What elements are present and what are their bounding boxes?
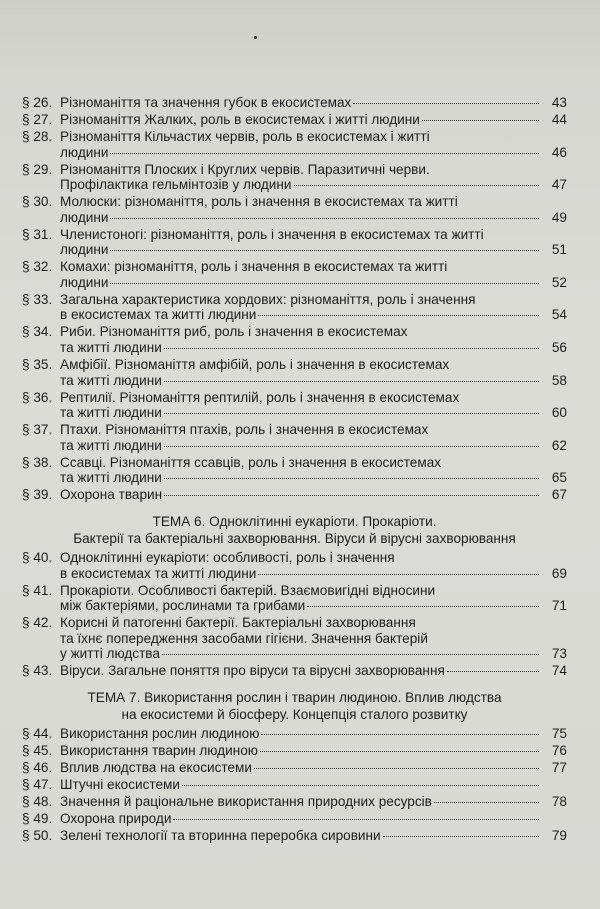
entry-line	[60, 259, 567, 275]
leader-dots	[294, 185, 539, 186]
entry-title: Різноманіття Кільчастих червів, роль в екосистемах і житті	[60, 128, 430, 144]
entry-line	[60, 828, 567, 844]
entry-title: Риби. Різноманіття риб, роль і значення в екосистемах	[60, 324, 408, 340]
entry-body	[60, 129, 567, 160]
toc-entry	[22, 615, 567, 662]
toc-entry	[22, 663, 567, 679]
entry-line	[60, 583, 567, 599]
entry-body	[60, 550, 567, 581]
leader-dots	[254, 768, 539, 769]
entry-line	[60, 145, 567, 161]
section-number: § 33.	[22, 291, 53, 307]
entry-line	[60, 422, 567, 438]
entry-body	[60, 292, 567, 323]
page-number: 67	[551, 487, 567, 503]
toc-entry	[22, 112, 567, 128]
leader-dots	[164, 413, 539, 414]
entry-line	[60, 210, 567, 226]
toc-entry	[22, 162, 567, 193]
leader-dots	[260, 751, 539, 752]
toc-group-3	[22, 726, 567, 844]
section-number: § 26.	[22, 95, 53, 110]
entry-line	[60, 438, 567, 454]
toc-entry	[22, 422, 567, 453]
entry-body	[60, 455, 567, 486]
toc-entry	[22, 292, 567, 323]
toc-entry	[22, 357, 567, 388]
entry-line	[60, 566, 567, 582]
entry-line	[60, 663, 567, 679]
page-number: 56	[551, 340, 567, 356]
entry-title: Корисні й патогенні бактерії. Бактеріальні захворювання	[60, 615, 416, 631]
entry-line	[60, 292, 567, 308]
page-number: 43	[551, 95, 567, 110]
entry-title: та житті людини	[60, 470, 162, 486]
leader-dots	[182, 785, 539, 786]
toc-entry	[22, 95, 567, 111]
toc-entry	[22, 811, 567, 827]
entry-line	[60, 390, 567, 406]
page-number: 65	[551, 470, 567, 486]
entry-body	[60, 112, 567, 128]
entry-body	[60, 583, 567, 614]
entry-line	[60, 550, 567, 566]
entry-line	[60, 324, 567, 340]
entry-line	[60, 95, 567, 111]
section-number: § 35.	[22, 357, 53, 373]
entry-line	[60, 726, 567, 742]
entry-title: Використання рослин людиною	[60, 725, 260, 741]
entry-line	[60, 470, 567, 486]
entry-body	[60, 743, 567, 759]
entry-body	[60, 794, 567, 810]
topic-6-line: ТЕМА 6. Одноклітинні еукаріоти. Прокаріоти.	[152, 513, 437, 529]
entry-body	[60, 663, 567, 679]
entry-line	[60, 811, 567, 827]
section-number: § 28.	[22, 128, 53, 144]
entry-body	[60, 726, 567, 742]
leader-dots	[353, 103, 539, 104]
entry-line	[60, 194, 567, 210]
leader-dots	[162, 654, 539, 655]
page-number: 73	[551, 646, 567, 662]
section-number: § 48.	[22, 793, 53, 809]
toc-entry	[22, 259, 567, 290]
leader-dots	[422, 120, 539, 121]
entry-line	[60, 112, 567, 128]
leader-dots	[261, 734, 539, 735]
leader-dots	[173, 819, 539, 820]
section-number: § 42.	[22, 615, 53, 631]
toc-entry	[22, 390, 567, 421]
page-number: 46	[551, 144, 567, 160]
entry-body	[60, 259, 567, 290]
entry-body	[60, 760, 567, 776]
entry-title: Комахи: різноманіття, роль і значення в екосистемах та житті	[60, 259, 448, 275]
entry-line	[60, 162, 567, 178]
entry-line	[60, 340, 567, 356]
toc-group-1	[22, 95, 567, 503]
entry-body	[60, 828, 567, 844]
section-number: § 40.	[22, 549, 53, 565]
toc-entry	[22, 487, 567, 503]
entry-title: Використання тварин людиною	[60, 742, 258, 758]
page-number: 71	[551, 598, 567, 614]
page-number: 54	[551, 307, 567, 323]
entry-line	[60, 129, 567, 145]
entry-title: Молюски: різноманіття, роль і значення в екосистемах та житті	[60, 194, 458, 210]
entry-title: Різноманіття Жалких, роль в екосистемах і житті людини	[60, 111, 420, 127]
entry-title: Різноманіття та значення губок в екосистемах	[60, 95, 352, 110]
table-of-contents	[22, 95, 567, 845]
section-number: § 39.	[22, 487, 53, 503]
section-number: § 47.	[22, 776, 53, 792]
topic-6-line: Бактерії та бактеріальні захворювання. Віруси й вірусні захворювання	[73, 530, 516, 546]
leader-dots	[110, 153, 539, 154]
section-number: § 46.	[22, 759, 53, 775]
section-number: § 34.	[22, 324, 53, 340]
entry-body	[60, 162, 567, 193]
section-number: § 49.	[22, 810, 53, 826]
entry-title: між бактеріями, рослинами та грибами	[60, 598, 306, 614]
leader-dots	[164, 446, 539, 447]
page-number: 69	[551, 565, 567, 581]
section-number: § 43.	[22, 663, 53, 679]
toc-entry	[22, 760, 567, 776]
page-number: 58	[551, 372, 567, 388]
entry-title: Зелені технології та вторинна переробка сировини	[60, 827, 381, 843]
entry-line	[60, 227, 567, 243]
toc-entry	[22, 194, 567, 225]
entry-line	[60, 357, 567, 373]
entry-title: Членистоногі: різноманіття, роль і значення в екосистемах та житті	[60, 226, 484, 242]
entry-title: та житті людини	[60, 437, 162, 453]
entry-line	[60, 275, 567, 291]
entry-body	[60, 95, 567, 111]
toc-entry	[22, 455, 567, 486]
section-number: § 37.	[22, 422, 53, 438]
entry-line	[60, 631, 567, 647]
entry-line	[60, 373, 567, 389]
section-number: § 32.	[22, 259, 53, 275]
page-number: 77	[551, 759, 567, 775]
entry-body	[60, 390, 567, 421]
entry-title: Охорона тварин	[60, 487, 163, 503]
entry-title: в екосистемах та житті людини	[60, 307, 257, 323]
entry-line	[60, 760, 567, 776]
leader-dots	[110, 218, 539, 219]
entry-title: Рептилії. Різноманіття рептилій, роль і значення в екосистемах	[60, 389, 460, 405]
section-number: § 44.	[22, 725, 53, 741]
entry-line	[60, 646, 567, 662]
toc-entry	[22, 550, 567, 581]
entry-title: та житті людини	[60, 340, 162, 356]
toc-entry	[22, 324, 567, 355]
page-number: 60	[551, 405, 567, 421]
entry-title: у житті людства	[60, 646, 160, 662]
topic-7-line: ТЕМА 7. Використання рослин і тварин людиною. Вплив людства	[87, 689, 502, 705]
topic-7-heading	[22, 689, 567, 723]
toc-entry	[22, 583, 567, 614]
page-mark	[254, 36, 257, 39]
page-number: 79	[551, 827, 567, 843]
entry-title: Одноклітинні еукаріоти: особливості, роль і значення	[60, 549, 395, 565]
entry-title: людини	[60, 209, 109, 225]
page-number: 44	[551, 111, 567, 127]
leader-dots	[164, 381, 539, 382]
entry-title: Загальна характеристика хордових: різноманіття, роль і значення	[60, 291, 476, 307]
entry-title: людини	[60, 144, 109, 160]
section-number: § 31.	[22, 226, 53, 242]
entry-line	[60, 598, 567, 614]
entry-body	[60, 777, 567, 793]
entry-title: Віруси. Загальне поняття про віруси та вірусні захворювання	[60, 663, 445, 679]
entry-title: Охорона природи	[60, 810, 172, 826]
section-number: § 29.	[22, 161, 53, 177]
page-number: 75	[551, 725, 567, 741]
page-number: 51	[551, 242, 567, 258]
toc-group-2	[22, 550, 567, 679]
entry-body	[60, 324, 567, 355]
entry-line	[60, 177, 567, 193]
entry-body	[60, 811, 567, 827]
entry-title: в екосистемах та житті людини	[60, 565, 257, 581]
page-number: 47	[551, 177, 567, 193]
leader-dots	[110, 283, 539, 284]
entry-body	[60, 615, 567, 662]
toc-entry	[22, 828, 567, 844]
topic-6-heading	[22, 513, 567, 547]
entry-title: Профілактика гельмінтозів у людини	[60, 177, 292, 193]
entry-line	[60, 455, 567, 471]
leader-dots	[164, 348, 539, 349]
entry-line	[60, 405, 567, 421]
leader-dots	[258, 574, 539, 575]
entry-body	[60, 487, 567, 503]
toc-entry	[22, 129, 567, 160]
toc-entry	[22, 794, 567, 810]
entry-line	[60, 615, 567, 631]
entry-title: Значення й раціональне використання природних ресурсів	[60, 793, 432, 809]
topic-7-line: на екосистеми й біосферу. Концепція сталого розвитку	[121, 706, 468, 722]
section-number: § 41.	[22, 582, 53, 598]
toc-entry	[22, 726, 567, 742]
leader-dots	[164, 495, 539, 496]
entry-title: людини	[60, 242, 109, 258]
entry-title: людини	[60, 274, 109, 290]
page-number: 76	[551, 742, 567, 758]
entry-title: та їхнє попередження засобами гігієни. Значення бактерій	[60, 630, 428, 646]
page-number: 78	[551, 793, 567, 809]
section-number: § 30.	[22, 194, 53, 210]
leader-dots	[434, 802, 539, 803]
entry-title: Прокаріоти. Особливості бактерій. Взаємовигідні відносини	[60, 582, 436, 598]
leader-dots	[258, 315, 539, 316]
page-number: 49	[551, 209, 567, 225]
section-number: § 27.	[22, 111, 53, 127]
entry-line	[60, 743, 567, 759]
page-number: 52	[551, 274, 567, 290]
entry-title: та житті людини	[60, 405, 162, 421]
entry-title: та житті людини	[60, 372, 162, 388]
leader-dots	[307, 606, 539, 607]
section-number: § 36.	[22, 389, 53, 405]
entry-title: Вплив людства на екосистеми	[60, 759, 252, 775]
section-number: § 45.	[22, 742, 53, 758]
entry-title: Штучні екосистеми	[60, 776, 181, 792]
leader-dots	[383, 836, 539, 837]
toc-entry	[22, 743, 567, 759]
entry-body	[60, 422, 567, 453]
entry-body	[60, 357, 567, 388]
toc-entry	[22, 227, 567, 258]
entry-title: Амфібії. Різноманіття амфібій, роль і значення в екосистемах	[60, 357, 450, 373]
entry-line	[60, 777, 567, 793]
leader-dots	[447, 671, 539, 672]
page-number: 62	[551, 437, 567, 453]
entry-title: Ссавці. Різноманіття ссавців, роль і значення в екосистемах	[60, 454, 442, 470]
toc-entry	[22, 777, 567, 793]
entry-title: Різноманіття Плоских і Круглих червів. Паразитичні черви.	[60, 161, 430, 177]
entry-line	[60, 487, 567, 503]
leader-dots	[110, 250, 539, 251]
entry-body	[60, 227, 567, 258]
entry-line	[60, 794, 567, 810]
entry-line	[60, 242, 567, 258]
entry-title: Птахи. Різноманіття птахів, роль і значення в екосистемах	[60, 422, 429, 438]
leader-dots	[164, 478, 539, 479]
entry-body	[60, 194, 567, 225]
page-number: 74	[551, 663, 567, 679]
entry-line	[60, 307, 567, 323]
section-number: § 50.	[22, 827, 53, 843]
section-number: § 38.	[22, 454, 53, 470]
